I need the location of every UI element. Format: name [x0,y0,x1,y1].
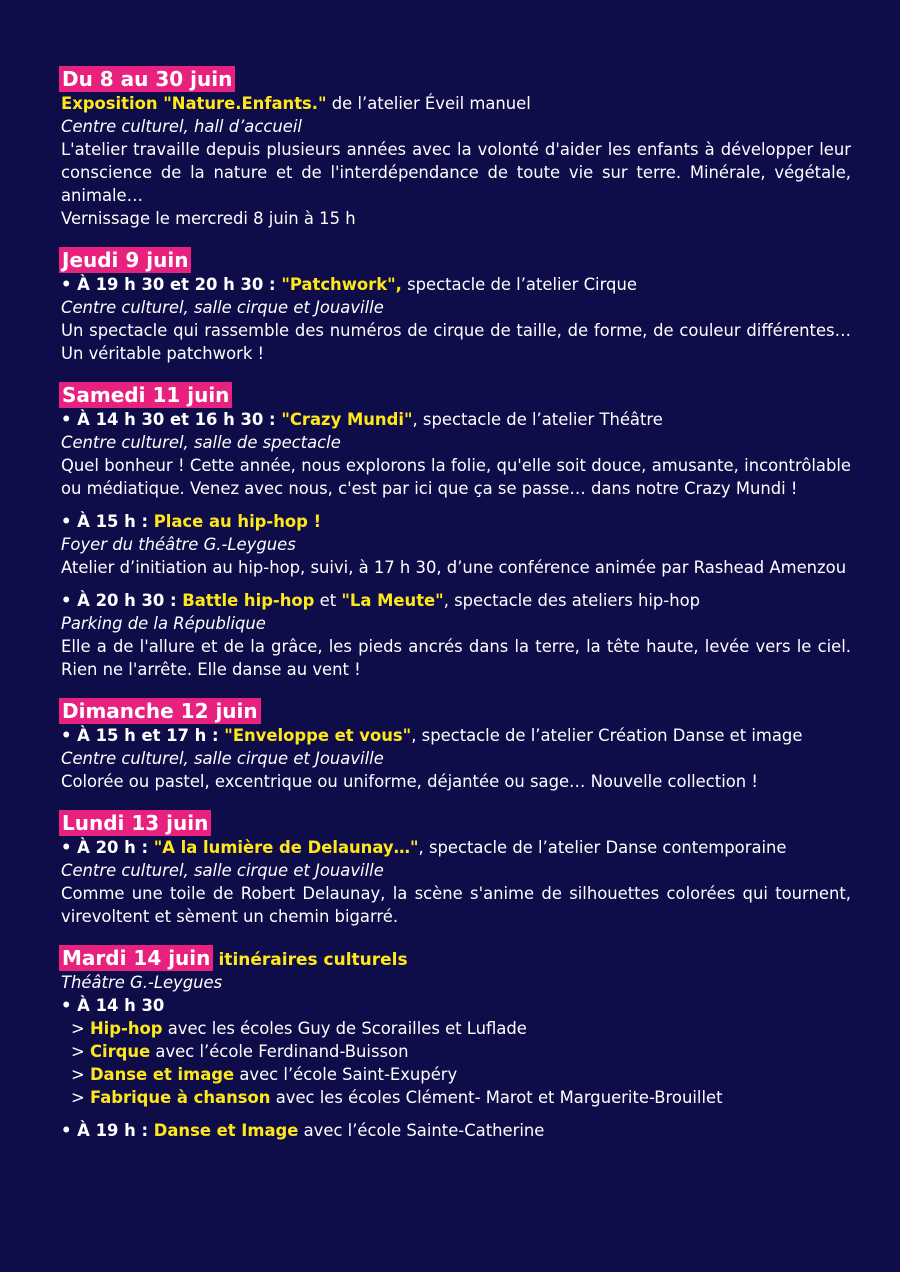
list-item [61,1086,851,1109]
item-rest: avec l’école Saint-Exupéry [234,1065,458,1084]
event-connector: et [314,591,342,610]
event-title-line [61,589,851,612]
item-title: Fabrique à chanson [89,1088,271,1107]
item-rest: avec les écoles Guy de Scorailles et Luflade [162,1019,527,1038]
date-heading: Jeudi 9 juin [59,247,191,273]
event-title: "Patchwork", [281,275,402,294]
event-description: Un spectacle qui rassemble des numéros de cirque de taille, de forme, de couleur différentes… Un véritable patchwork ! [61,321,851,363]
date-heading: Du 8 au 30 juin [59,66,235,92]
event-title: "Enveloppe et vous" [224,726,412,745]
list-item [61,1017,851,1040]
event-description: Elle a de l'allure et de la grâce, les pieds ancrés dans la terre, la tête haute, levée vers le ciel. Rien ne l'arrête. Elle danse au vent ! [61,637,851,679]
event-time: • À 19 h : [61,1121,154,1140]
event-place: Centre culturel, salle cirque et Jouaville [61,861,384,880]
event-title: "La Meute" [341,591,444,610]
list-prefix: > [71,1088,90,1107]
event-subtitle: , spectacle de l’atelier Danse contemporaine [418,838,787,857]
list-prefix: > [71,1065,90,1084]
section-june-14 [61,945,851,1142]
event-place: Centre culturel, salle cirque et Jouaville [61,749,384,768]
event-subtitle: , spectacle de l’atelier Théâtre [412,410,663,429]
item-rest: avec l’école Ferdinand-Buisson [150,1042,409,1061]
event-title: Danse et Image [153,1121,299,1140]
event-title-line [61,724,851,747]
event-title-line [61,408,851,431]
item-title: Hip-hop [89,1019,163,1038]
item-title: Cirque [89,1042,151,1061]
date-heading-line [61,945,851,971]
event-1430 [61,994,851,1109]
event-hip-hop [61,510,851,579]
event-title-line [61,1119,851,1142]
event-crazy-mundi [61,408,851,500]
event-time: • À 14 h 30 et 16 h 30 : [61,410,282,429]
event-place: Foyer du théâtre G.-Leygues [61,535,296,554]
event-title-line [61,273,851,296]
event-time: • À 19 h 30 et 20 h 30 : [61,275,282,294]
item-rest: avec les écoles Clément- Marot et Marguerite-Brouillet [270,1088,723,1107]
section-june-8-30 [61,66,851,230]
event-title: "A la lumière de Delaunay…" [153,838,419,857]
event-description: L'atelier travaille depuis plusieurs années avec la volonté d'aider les enfants à développer leur conscience de la nature et de l'interdépendance de toute vie sur terre. Minérale, végétale, animale… [61,140,851,205]
event-1900 [61,1119,851,1142]
list-prefix: > [71,1042,90,1061]
event-description: Colorée ou pastel, excentrique ou uniforme, déjantée ou sage… Nouvelle collection ! [61,772,758,791]
event-subtitle: spectacle de l’atelier Cirque [401,275,637,294]
list-item [61,1040,851,1063]
event-time: • À 20 h 30 : [61,591,183,610]
section-june-13 [61,810,851,928]
event-time: • À 15 h et 17 h : [61,726,225,745]
list-item [61,1063,851,1086]
event-subtitle: , spectacle de l’atelier Création Danse et image [411,726,803,745]
date-heading: Lundi 13 juin [59,810,211,836]
event-place: Centre culturel, hall d’accueil [61,117,302,136]
list-prefix: > [71,1019,90,1038]
event-extra: Vernissage le mercredi 8 juin à 15 h [61,209,356,228]
event-title: Exposition "Nature.Enfants." [61,94,327,113]
event-place: Centre culturel, salle de spectacle [61,433,341,452]
event-battle [61,589,851,681]
event-title-line [61,836,851,859]
event-time: • À 14 h 30 [61,996,165,1015]
event-description: Atelier d’initiation au hip-hop, suivi, à 17 h 30, d’une conférence animée par Rashead Amenzou [61,558,847,577]
section-june-9 [61,247,851,365]
event-subtitle: , spectacle des ateliers hip-hop [443,591,701,610]
date-heading: Mardi 14 juin [59,945,213,971]
event-title: "Crazy Mundi" [281,410,413,429]
event-subtitle: avec l’école Sainte-Catherine [298,1121,545,1140]
event-description: Quel bonheur ! Cette année, nous explorons la folie, qu'elle soit douce, amusante, incontrôlable ou médiatique. Venez avec nous, c'est par ici que ça se passe… dans notre Crazy Mundi ! [61,456,851,498]
section-june-12 [61,698,851,793]
event-description: Comme une toile de Robert Delaunay, la scène s'anime de silhouettes colorées qui tournent, virevoltent et sèment un chemin bigarré. [61,884,851,926]
event-title-line [61,510,851,533]
date-heading: Samedi 11 juin [59,382,232,408]
event-place: Centre culturel, salle cirque et Jouaville [61,298,384,317]
item-title: Danse et image [89,1065,235,1084]
event-title: Place au hip-hop ! [153,512,322,531]
event-place: Théâtre G.-Leygues [61,973,223,992]
event-subtitle: de l’atelier Éveil manuel [326,94,531,113]
event-title-line [61,92,851,115]
section-june-11 [61,382,851,681]
date-heading: Dimanche 12 juin [59,698,261,724]
event-title: Battle hip-hop [182,591,315,610]
event-time: • À 20 h : [61,838,154,857]
section-tag: itinéraires culturels [218,950,408,970]
event-time: • À 15 h : [61,512,154,531]
event-place: Parking de la République [61,614,266,633]
